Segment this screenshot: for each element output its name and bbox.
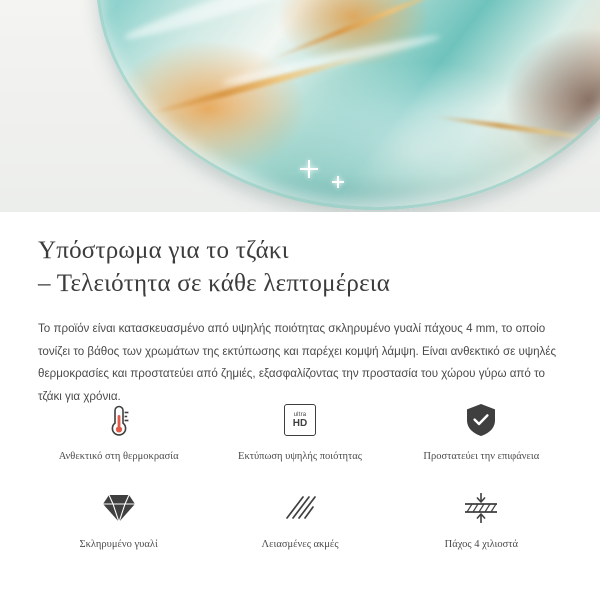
feature-row-1 xyxy=(28,398,572,464)
gold-vein xyxy=(144,51,373,119)
glass-plate xyxy=(96,0,600,210)
feature-label: Ανθεκτικό στη θερμοκρασία xyxy=(58,451,179,462)
feature-label: Εκτύπωση υψηλής ποιότητας xyxy=(238,451,362,462)
diamond-icon xyxy=(101,486,137,530)
white-streak xyxy=(122,0,373,47)
description-text: Το προϊόν είναι κατασκευασμένο από υψηλής ποιότητας σκληρυμένο γυαλί πάχους 4 mm, το οποίο τονίζει το βάθος των χρωμάτων της εκτύπωσης και παρέχει κομψή λάμψη. Είναι ανθεκτικό σε υψηλές θερμοκρασίες και προστατεύει από ζημιές, εξασφαλίζοντας την προστασία του χώρου γύρω από το τζάκι για χρόνια. xyxy=(38,322,557,403)
feature-label: Σκληρυμένο γυαλί xyxy=(79,538,158,550)
headline-line-1: Υπόστρωμα για το τζάκι xyxy=(38,237,289,264)
ultra-hd-badge xyxy=(284,404,316,436)
feature-polished-edges xyxy=(209,486,390,552)
marble-pattern xyxy=(96,0,600,210)
gold-vein xyxy=(433,114,600,145)
feature-row-2 xyxy=(28,486,572,552)
polished-edges-icon xyxy=(282,486,318,530)
feature-label: Λειασμένες ακμές xyxy=(261,538,339,550)
feature-surface-protection xyxy=(391,398,572,464)
sparkle-icon xyxy=(332,176,344,188)
thickness-icon xyxy=(461,486,501,530)
shield-check-icon xyxy=(463,398,499,442)
feature-label: Προστατεύει την επιφάνεια xyxy=(423,451,540,462)
content-block xyxy=(0,212,600,408)
page-title xyxy=(38,234,562,300)
white-streak xyxy=(220,30,442,88)
feature-label: Πάχος 4 χιλιοστά xyxy=(444,538,518,550)
feature-tempered-glass xyxy=(28,486,209,552)
badge-bottom-text: HD xyxy=(292,417,308,429)
badge-top-text: ultra xyxy=(293,411,307,418)
feature-thickness xyxy=(391,486,572,552)
thermometer-icon xyxy=(102,398,136,442)
headline-line-2: – Τελειότητα σε κάθε λεπτομέρεια xyxy=(38,270,391,297)
feature-grid xyxy=(0,398,600,551)
sparkle-icon xyxy=(300,160,318,178)
feature-print-quality xyxy=(209,398,390,464)
ultra-hd-icon xyxy=(284,398,316,442)
feature-temperature-resistant xyxy=(28,398,209,464)
hero-image xyxy=(0,0,600,212)
